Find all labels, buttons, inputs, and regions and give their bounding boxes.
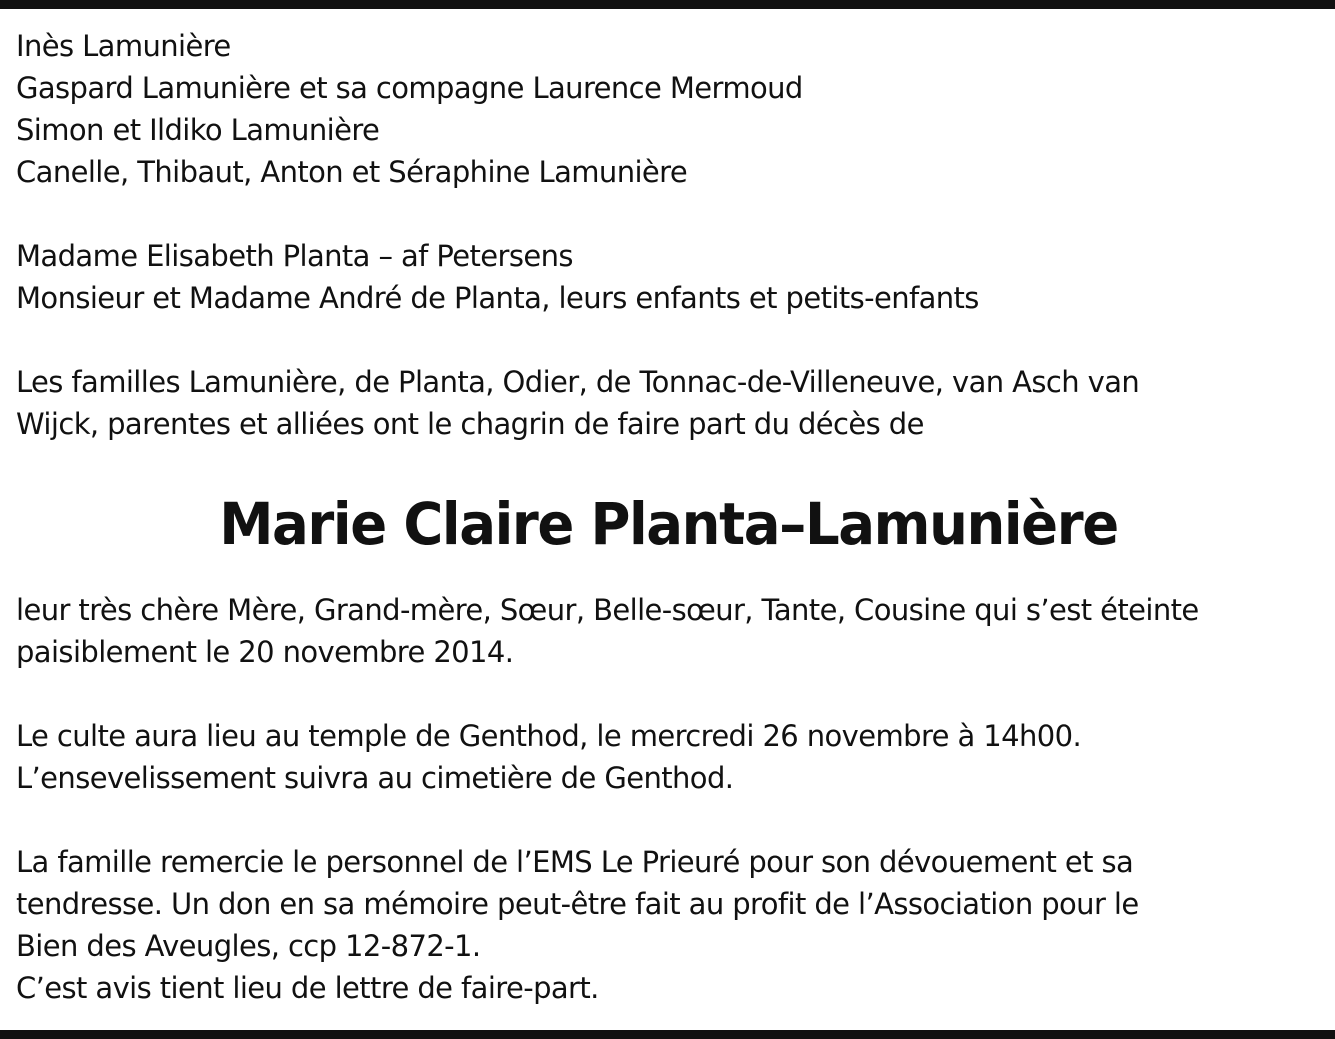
family-member-line: Monsieur et Madame André de Planta, leurs enfants et petits-enfants (16, 281, 979, 315)
family-member-line: Inès Lamunière (16, 29, 231, 63)
thanks-line: Bien des Aveugles, ccp 12-872-1. (16, 929, 481, 963)
announcement-line: Les familles Lamunière, de Planta, Odier, de Tonnac-de-Villeneuve, van Asch van (16, 365, 1140, 399)
thanks-line: C’est avis tient lieu de lettre de faire-part. (16, 971, 599, 1005)
announcement-line: Wijck, parentes et alliées ont le chagrin de faire part du décès de (16, 407, 924, 441)
family-list-planta (16, 235, 1321, 319)
deceased-name: Marie Claire Planta–Lamunière (219, 490, 1118, 558)
description-line: leur très chère Mère, Grand-mère, Sœur, Belle-sœur, Tante, Cousine qui s’est éteinte (16, 593, 1199, 627)
obituary-notice (16, 25, 1321, 1009)
service-line: Le culte aura lieu au temple de Genthod, le mercredi 26 novembre à 14h00. (16, 719, 1082, 753)
service-line: L’ensevelissement suivra au cimetière de Genthod. (16, 761, 734, 795)
family-member-line: Madame Elisabeth Planta – af Petersens (16, 239, 573, 273)
description-paragraph (16, 589, 1321, 673)
bottom-border-rule (0, 1030, 1335, 1039)
thanks-paragraph (16, 841, 1321, 1009)
family-member-line: Gaspard Lamunière et sa compagne Laurence Mermoud (16, 71, 803, 105)
description-line: paisiblement le 20 novembre 2014. (16, 635, 514, 669)
top-border-rule (0, 0, 1335, 9)
family-list-lamuniere (16, 25, 1321, 193)
family-member-line: Simon et Ildiko Lamunière (16, 113, 380, 147)
thanks-line: tendresse. Un don en sa mémoire peut-être fait au profit de l’Association pour le (16, 887, 1139, 921)
announcement-paragraph (16, 361, 1321, 445)
family-member-line: Canelle, Thibaut, Anton et Séraphine Lamunière (16, 155, 688, 189)
thanks-line: La famille remercie le personnel de l’EMS Le Prieuré pour son dévouement et sa (16, 845, 1134, 879)
service-paragraph (16, 715, 1321, 799)
